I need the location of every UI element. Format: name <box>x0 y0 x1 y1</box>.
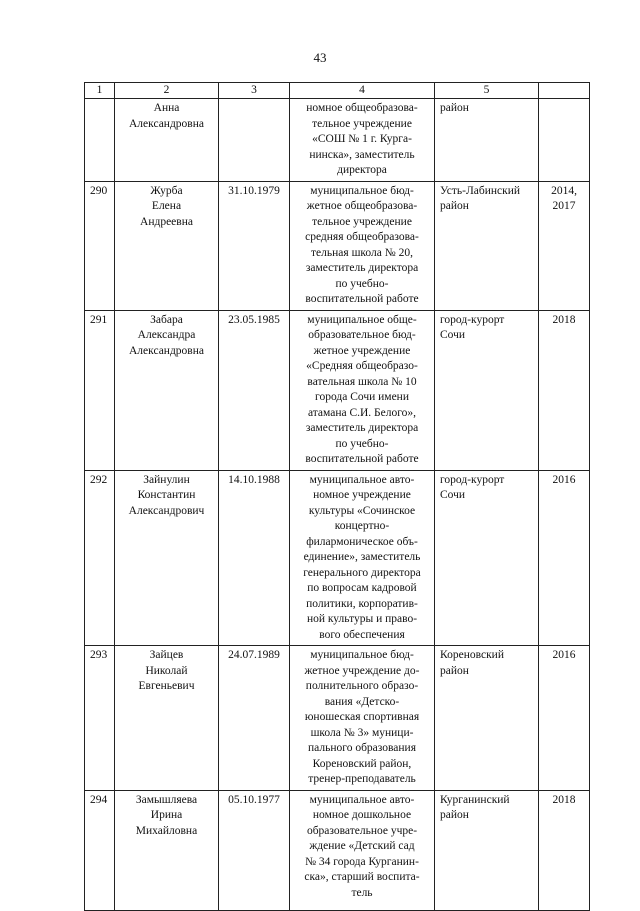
column-header <box>539 83 590 99</box>
award-years: 2016 <box>539 470 590 646</box>
page-number: 43 <box>313 50 327 65</box>
person-name: Зайнулин Константин Александрович <box>115 470 219 646</box>
award-years <box>539 99 590 182</box>
registry-table <box>84 82 590 911</box>
person-name: Забара Александра Александровна <box>115 310 219 470</box>
award-years: 2014, 2017 <box>539 181 590 310</box>
award-years: 2018 <box>539 310 590 470</box>
table-row <box>85 790 590 910</box>
position-text: муниципальное авто- номное дошкольное образовательное учре- ждение «Детский сад № 34 города Курганин- ска», старший воспита- тель <box>290 790 435 910</box>
position-text: муниципальное авто- номное учреждение культуры «Сочинское концертно- филармоническое объ- единение», заместитель генерального директора по вопросам кадровой политики, корпоратив- ной культуры и право- вого обеспечения <box>290 470 435 646</box>
position-text: муниципальное бюд- жетное общеобразова- тельное учреждение средняя общеобразова- тельная школа № 20, заместитель директора по учебно- воспитательной работе <box>290 181 435 310</box>
award-years: 2016 <box>539 646 590 791</box>
row-number: 292 <box>85 470 115 646</box>
row-number: 291 <box>85 310 115 470</box>
birth-date: 23.05.1985 <box>219 310 290 470</box>
table-row <box>85 470 590 646</box>
municipality: Кореновский район <box>435 646 539 791</box>
position-text: муниципальное бюд- жетное учреждение до- полнительного образо- вания «Детско- юношеская спортивная школа № 3» муници- пального образования Кореновский район, тренер-преподаватель <box>290 646 435 791</box>
column-header: 3 <box>219 83 290 99</box>
birth-date: 24.07.1989 <box>219 646 290 791</box>
table-row <box>85 181 590 310</box>
person-name: Журба Елена Андреевна <box>115 181 219 310</box>
row-number: 290 <box>85 181 115 310</box>
person-name: Замышляева Ирина Михайловна <box>115 790 219 910</box>
table-row <box>85 646 590 791</box>
row-number: 294 <box>85 790 115 910</box>
position-text: номное общеобразова- тельное учреждение «СОШ № 1 г. Курга- нинска», заместитель директора <box>290 99 435 182</box>
table-header-row <box>85 83 590 99</box>
table-row <box>85 99 590 182</box>
birth-date <box>219 99 290 182</box>
person-name: Зайцев Николай Евгеньевич <box>115 646 219 791</box>
table-row <box>85 310 590 470</box>
municipality: Усть-Лабинский район <box>435 181 539 310</box>
column-header: 1 <box>85 83 115 99</box>
municipality: Курганинский район <box>435 790 539 910</box>
row-number: 293 <box>85 646 115 791</box>
person-name: Анна Александровна <box>115 99 219 182</box>
birth-date: 14.10.1988 <box>219 470 290 646</box>
municipality: город-курорт Сочи <box>435 470 539 646</box>
column-header: 5 <box>435 83 539 99</box>
row-number <box>85 99 115 182</box>
birth-date: 05.10.1977 <box>219 790 290 910</box>
position-text: муниципальное обще- образовательное бюд- жетное учреждение «Средняя общеобразо- вательная школа № 10 города Сочи имени атамана С.И. Белого», заместитель директора по учебно- воспитательной работе <box>290 310 435 470</box>
column-header: 4 <box>290 83 435 99</box>
table-body <box>85 99 590 911</box>
municipality: район <box>435 99 539 182</box>
birth-date: 31.10.1979 <box>219 181 290 310</box>
municipality: город-курорт Сочи <box>435 310 539 470</box>
column-header: 2 <box>115 83 219 99</box>
award-years: 2018 <box>539 790 590 910</box>
